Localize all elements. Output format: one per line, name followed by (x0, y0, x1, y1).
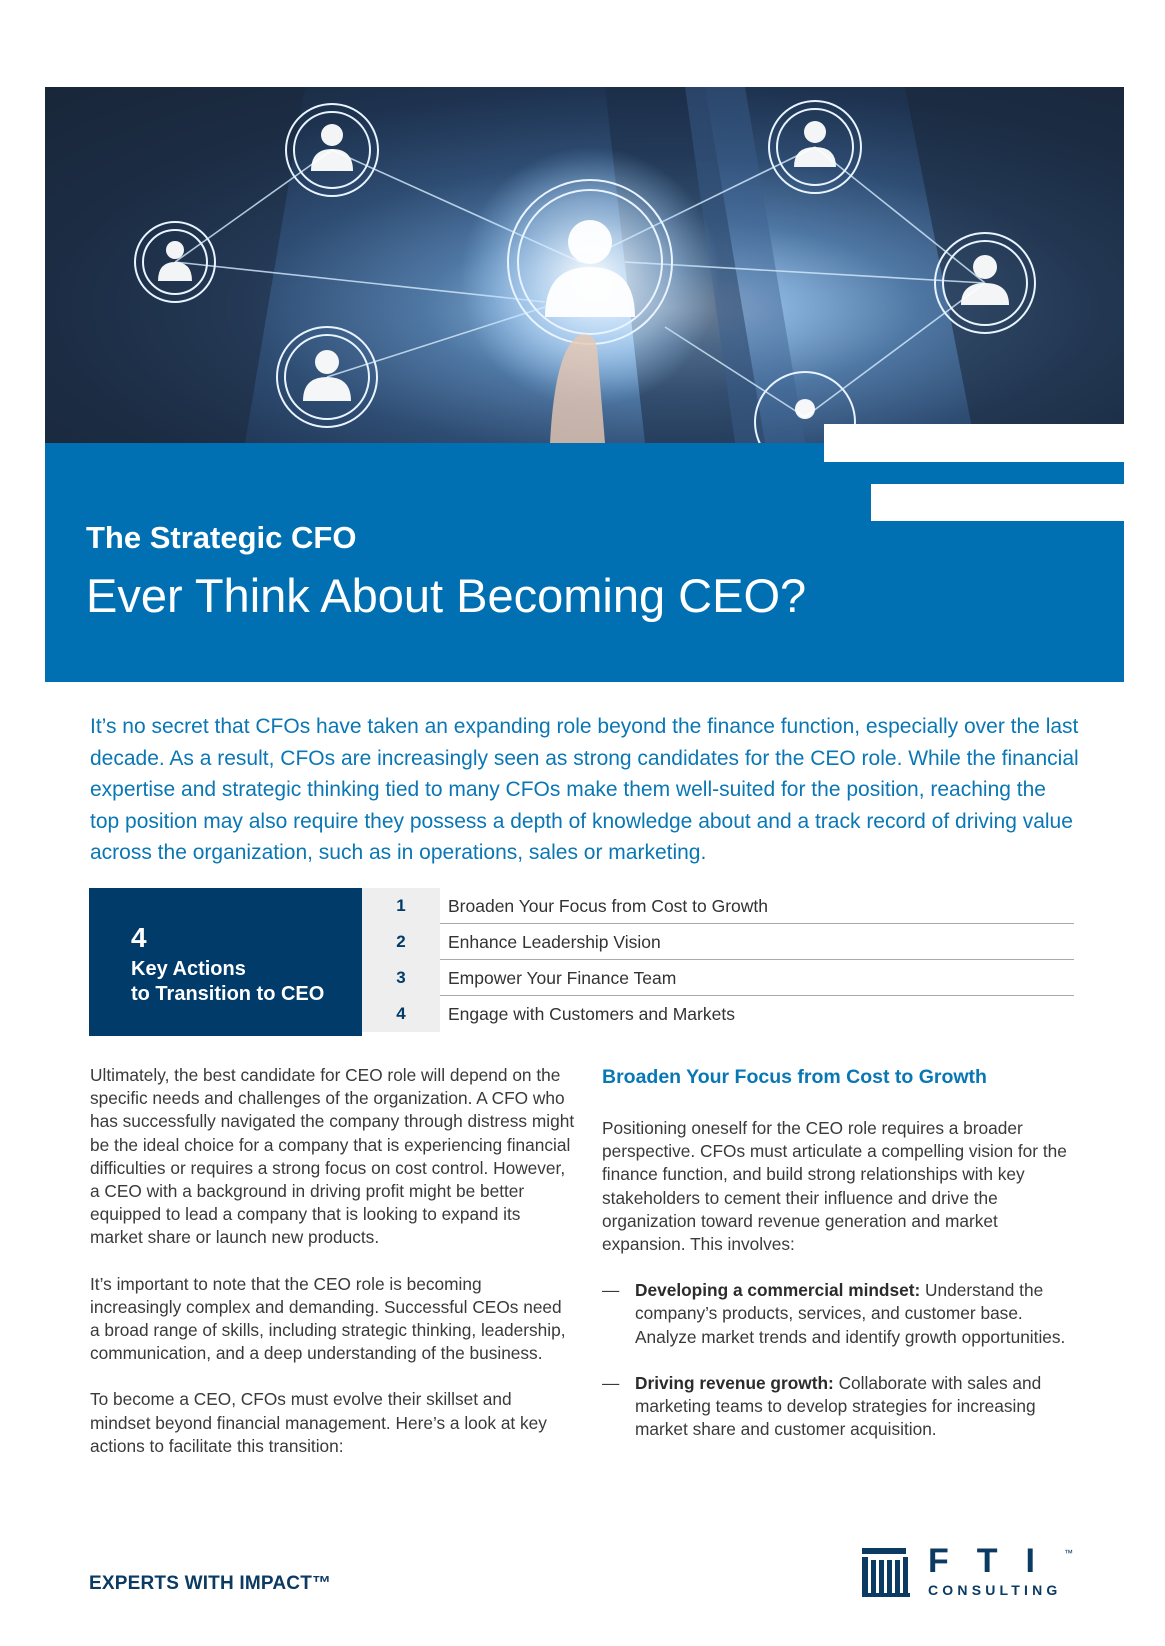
columns-logo-icon (862, 1548, 918, 1598)
key-actions-list (362, 888, 1074, 1032)
page-title: Ever Think About Becoming CEO? (86, 569, 807, 622)
fti-logo (862, 1542, 1082, 1598)
key-action-text: Broaden Your Focus from Cost to Growth (448, 896, 769, 916)
key-action-text: Empower Your Finance Team (448, 968, 677, 988)
hero-image (45, 87, 1124, 443)
key-action-number: 3 (362, 960, 440, 996)
key-actions-label-line2: to Transition to CEO (131, 983, 325, 1005)
network-illustration (45, 87, 1124, 443)
left-paragraph-2: It’s important to note that the CEO role is becoming increasingly complex and demanding. Successful CEOs need a broad range of skills, including strategic thinking, leadership, communication, and a deep understanding of the business. (90, 1273, 566, 1364)
key-actions-label-line1: Key Actions (131, 958, 246, 980)
banner-notch-bottom (871, 484, 1124, 521)
bullet-text: Understand the company’s products, services, and customer base. Analyze market trends and identify growth opportunities. (635, 1280, 1066, 1347)
logo-trademark: ™ (1064, 1548, 1073, 1558)
series-eyebrow: The Strategic CFO (86, 520, 357, 555)
bullet-dash: — (602, 1280, 620, 1301)
bullet-text: Collaborate with sales and marketing teams to develop strategies for increasing market share and customer acquisition. (635, 1372, 1042, 1440)
key-action-number: 2 (362, 924, 440, 960)
key-actions-count: 4 (131, 922, 147, 953)
title-banner (45, 443, 1124, 682)
key-action-number: 1 (362, 888, 440, 924)
banner-notch-top (824, 424, 1124, 462)
key-action-row (362, 960, 1074, 996)
left-column (90, 1064, 575, 1481)
bullet-item (602, 1372, 1082, 1442)
bullet-item (602, 1279, 1082, 1349)
logo-letters: FTI (928, 1542, 1063, 1580)
right-column (602, 1064, 1082, 1464)
footer-tagline: EXPERTS WITH IMPACT™ (89, 1573, 332, 1594)
bullet-lead: Driving revenue growth: (635, 1372, 834, 1393)
right-paragraph-1: Positioning oneself for the CEO role requires a broader perspective. CFOs must articulate a compelling vision for the finance function, and build strong relationships with key stakeholders to cement their influence and drive the organization toward revenue generation and market expansion. This involves: (602, 1118, 1067, 1255)
key-action-text: Engage with Customers and Markets (448, 1004, 735, 1024)
logo-word: CONSULTING (928, 1582, 1062, 1598)
key-actions-box (89, 888, 362, 1036)
left-paragraph-1: Ultimately, the best candidate for CEO role will depend on the specific needs and challenges of the organization. A CFO who has successfully navigated the company through distress might be the ideal choice for a company that is experiencing financial difficulties or requires a strong focus on cost control. However, a CEO with a background in driving profit might be better equipped to lead a company that is looking to expand its market share or launch new products. (90, 1065, 575, 1248)
key-action-number: 4 (362, 996, 440, 1032)
key-action-row (362, 888, 1074, 924)
bullet-lead: Developing a commercial mindset: (635, 1280, 921, 1301)
left-paragraph-3: To become a CEO, CFOs must evolve their skillset and mindset beyond financial management. Here’s a look at key actions to facilitate this transition: (90, 1389, 547, 1456)
bullet-dash: — (602, 1372, 620, 1393)
intro-paragraph: It’s no secret that CFOs have taken an expanding role beyond the finance function, especially over the last decade. As a result, CFOs are increasingly seen as strong candidates for the CEO role. While the financial expertise and strategic thinking tied to many CFOs make them well-suited for the position, reaching the top position may also require they possess a depth of knowledge about and a track record of driving value across the organization, such as in operations, sales or marketing. (90, 715, 1079, 864)
section-heading: Broaden Your Focus from Cost to Growth (602, 1066, 987, 1088)
key-action-row (362, 924, 1074, 960)
key-action-text: Enhance Leadership Vision (448, 932, 661, 952)
key-action-row (362, 996, 1074, 1032)
